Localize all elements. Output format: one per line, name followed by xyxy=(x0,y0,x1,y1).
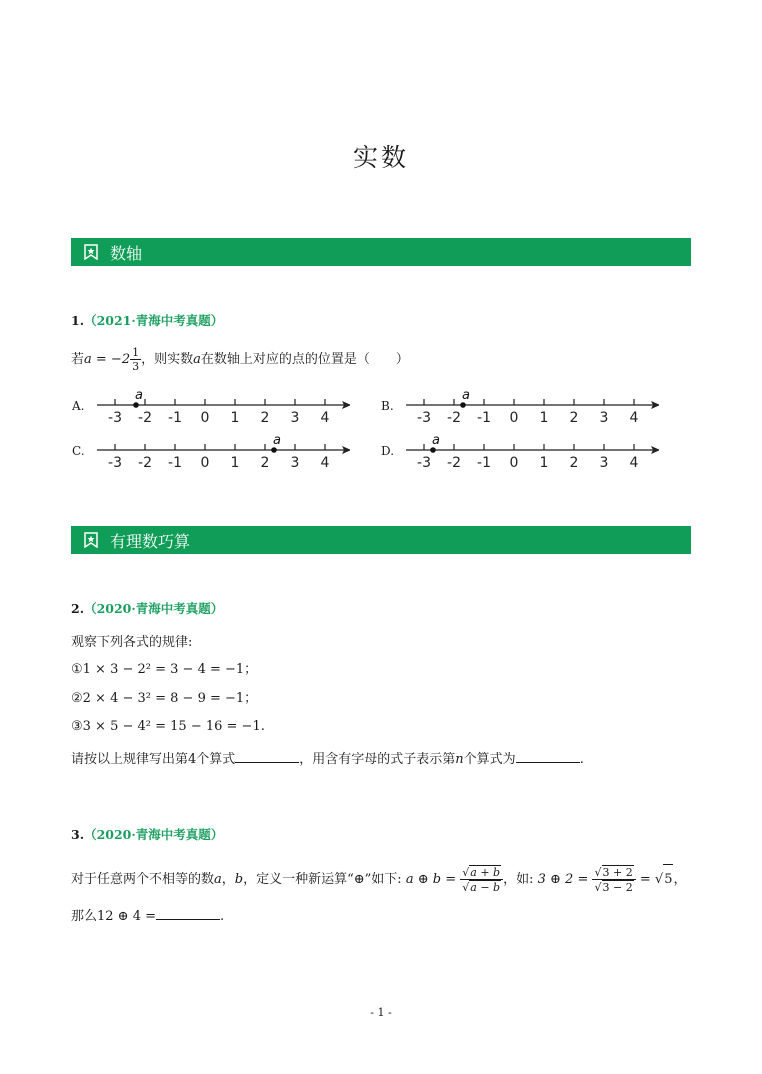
point-label: a xyxy=(273,433,281,448)
tick-label: 1 xyxy=(230,410,240,426)
pattern-line-3: ③3 × 5 − 4² = 15 − 16 = −1. xyxy=(71,719,265,734)
section-header-rational-tricks xyxy=(71,526,691,554)
stem-variable: a xyxy=(193,352,201,367)
tick-label: 2 xyxy=(260,455,270,471)
tick-label: 4 xyxy=(629,410,639,426)
pattern-line-1: ①1 × 3 − 2² = 3 − 4 = −1； xyxy=(71,662,258,677)
question-source: （2020·青海中考真题） xyxy=(84,827,224,842)
tick-label: -3 xyxy=(417,455,431,471)
section-header-number-line xyxy=(71,238,691,266)
tick-label: 0 xyxy=(200,410,210,426)
option-b-number-line[interactable] xyxy=(404,385,659,430)
definition-lhs: a ⊕ b = xyxy=(405,872,457,887)
question-number: 3. xyxy=(71,827,85,842)
point-marker xyxy=(430,447,436,453)
tick-label: -1 xyxy=(168,455,182,471)
answer-blank-3[interactable] xyxy=(156,906,220,920)
tick-label: 0 xyxy=(509,410,519,426)
section-title: 有理数巧算 xyxy=(110,531,191,551)
question-3-definition: 对于任意两个不相等的数a，b，定义一种新运算“⊕”如下: a ⊕ b = $\frac{√a + b}{√a - b}$ ，如: 3 ⊕ 2 = $\frac{√3 + 2}{√3 - 2}$ = √5， xyxy=(71,866,687,894)
tick-label: -2 xyxy=(138,455,152,471)
answer-blank-2[interactable] xyxy=(516,749,580,763)
option-c-number-line[interactable] xyxy=(95,430,350,475)
tick-label: -2 xyxy=(447,410,461,426)
option-d-label[interactable]: D. xyxy=(381,444,395,458)
tick-label: -1 xyxy=(477,410,491,426)
stem-text: 若 xyxy=(71,352,85,367)
question-source: （2021·青海中考真题） xyxy=(84,313,224,328)
tick-label: -3 xyxy=(108,455,122,471)
point-label: a xyxy=(135,388,143,403)
page-number: - 1 - xyxy=(370,1006,392,1019)
question-3-ask: 那么12 ⊕ 4 = . xyxy=(71,906,224,925)
point-marker xyxy=(271,447,277,453)
question-2-ask: 请按以上规律写出第4个算式 ，用含有字母的式子表示第n个算式为 . xyxy=(71,749,584,768)
tick-label: 1 xyxy=(230,455,240,471)
section-title: 数轴 xyxy=(110,243,143,263)
tick-label: 2 xyxy=(569,455,579,471)
tick-label: -3 xyxy=(417,410,431,426)
stem-text: 在数轴上对应的点的位置是（ ） xyxy=(200,352,409,367)
option-d-number-line[interactable] xyxy=(404,430,659,475)
tick-label: 2 xyxy=(260,410,270,426)
mixed-fraction: $\frac{1}{3}$ xyxy=(132,346,140,373)
example-lhs: 3 ⊕ 2 = xyxy=(537,872,589,887)
tick-label: 3 xyxy=(599,455,609,471)
tick-label: 1 xyxy=(539,455,549,471)
tick-label: 4 xyxy=(629,455,639,471)
stem-text: ，则实数 xyxy=(141,352,194,367)
point-marker xyxy=(460,402,466,408)
page-title: 实数 xyxy=(352,143,409,172)
tick-label: -2 xyxy=(138,410,152,426)
answer-blank-1[interactable] xyxy=(235,749,299,763)
question-1-stem xyxy=(71,346,409,373)
point-label: a xyxy=(462,388,470,403)
tick-label: -3 xyxy=(108,410,122,426)
tick-label: -1 xyxy=(168,410,182,426)
question-3-header xyxy=(71,825,223,843)
point-marker xyxy=(133,402,139,408)
tick-label: 3 xyxy=(290,455,300,471)
tick-label: 0 xyxy=(509,455,519,471)
option-a-number-line[interactable] xyxy=(95,385,350,430)
tick-label: 2 xyxy=(569,410,579,426)
tick-label: 3 xyxy=(599,410,609,426)
tick-label: 1 xyxy=(539,410,549,426)
point-label: a xyxy=(432,433,440,448)
question-source: （2020·青海中考真题） xyxy=(84,601,224,616)
question-number: 2. xyxy=(71,601,85,616)
question-number: 1. xyxy=(71,313,85,328)
stem-equation: a = −2 xyxy=(84,352,131,367)
tick-label: 3 xyxy=(290,410,300,426)
bookmark-star-icon xyxy=(84,244,98,260)
question-2-intro: 观察下列各式的规律: xyxy=(71,635,193,650)
tick-label: -1 xyxy=(477,455,491,471)
tick-label: 4 xyxy=(320,410,330,426)
question-2-header xyxy=(71,599,223,617)
bookmark-star-icon xyxy=(84,532,98,548)
definition-fraction: $\frac{√a + b}{√a - b}$ xyxy=(460,865,503,894)
question-1-header xyxy=(71,311,223,329)
example-result: 5 xyxy=(663,864,673,895)
pattern-line-2: ②2 × 4 − 3² = 8 − 9 = −1； xyxy=(71,691,258,706)
tick-label: 4 xyxy=(320,455,330,471)
tick-label: 0 xyxy=(200,455,210,471)
example-fraction: $\frac{√3 + 2}{√3 - 2}$ xyxy=(592,865,635,894)
option-a-label[interactable]: A. xyxy=(72,399,85,413)
option-b-label[interactable]: B. xyxy=(381,399,394,413)
tick-label: -2 xyxy=(447,455,461,471)
option-c-label[interactable]: C. xyxy=(72,444,85,458)
